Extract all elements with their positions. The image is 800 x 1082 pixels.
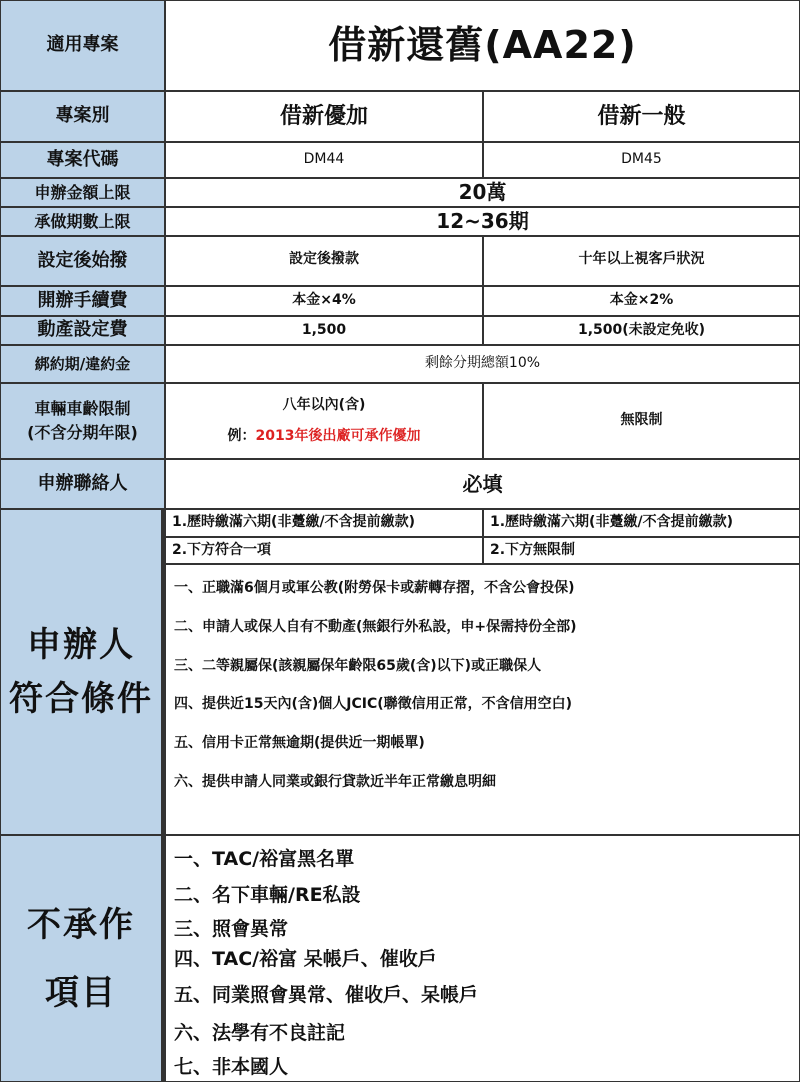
list-item: 四、TAC/裕富 呆帳戶、催收戶 <box>174 948 437 970</box>
list-item: 四、提供近15天內(含)個人JCIC(聯徵信用正常，不含信用空白) <box>174 696 573 712</box>
list-item: 六、法學有不良註記 <box>174 1022 346 1044</box>
list-item: 三、二等親屬保(該親屬保年齡限65歲(含)以下)或正職保人 <box>174 658 542 674</box>
label-vehicle-age-line2: (不含分期年限) <box>27 423 138 442</box>
fee-general: 本金×2% <box>483 286 800 316</box>
code-plus: DM44 <box>165 142 483 178</box>
max-amount-value: 20萬 <box>165 178 800 207</box>
condition-general-row2: 2.下方無限制 <box>483 537 800 564</box>
condition-plus-row1: 1.歷時繳滿六期(非躉繳/不含提前繳款) <box>165 509 483 537</box>
label-max-amount: 申辦金額上限 <box>0 178 165 207</box>
vehicle-age-plus-note: 例：2013年後出廠可承作優加 <box>227 427 421 444</box>
disbursement-general: 十年以上視客戶狀況 <box>483 236 800 286</box>
label-vehicle-age <box>0 383 165 459</box>
lockin-value: 剩餘分期總額10% <box>165 345 800 383</box>
list-item: 二、申請人或保人自有不動產(無銀行外私設，申+保需持份全部) <box>174 619 577 635</box>
vehicle-age-general: 無限制 <box>483 383 800 459</box>
list-item: 三、照會異常 <box>174 918 289 940</box>
disbursement-plus: 設定後撥款 <box>165 236 483 286</box>
label-applicant-conditions <box>0 509 165 835</box>
list-item: 一、正職滿6個月或軍公教(附勞保卡或薪轉存摺，不含公會投保) <box>174 580 575 596</box>
condition-items-list <box>165 564 800 835</box>
page-title: 借新還舊(AA22) <box>165 0 800 91</box>
label-exclusions-line2: 項目 <box>45 972 117 1013</box>
contact-value: 必填 <box>165 459 800 509</box>
label-max-period: 承做期數上限 <box>0 207 165 236</box>
vehicle-age-plus-note-red: 2013年後出廠可承作優加 <box>255 427 421 444</box>
label-fee: 開辦手續費 <box>0 286 165 316</box>
label-applicant-line1: 申辦人 <box>27 624 135 665</box>
label-setting-fee: 動產設定費 <box>0 316 165 345</box>
list-item: 五、信用卡正常無逾期(提供近一期帳單) <box>174 735 425 751</box>
label-exclusions <box>0 835 165 1082</box>
label-code: 專案代碼 <box>0 142 165 178</box>
label-contact: 申辦聯絡人 <box>0 459 165 509</box>
column-header-general: 借新一般 <box>483 91 800 142</box>
setting-fee-plus: 1,500 <box>165 316 483 345</box>
condition-plus-row2: 2.下方符合一項 <box>165 537 483 564</box>
label-category: 專案別 <box>0 91 165 142</box>
exclusion-items-list <box>165 835 800 1082</box>
condition-general-row1: 1.歷時繳滿六期(非躉繳/不含提前繳款) <box>483 509 800 537</box>
label-project: 適用專案 <box>0 0 165 91</box>
label-disbursement: 設定後始撥 <box>0 236 165 286</box>
code-general: DM45 <box>483 142 800 178</box>
label-applicant-line2: 符合條件 <box>9 679 153 719</box>
column-header-plus: 借新優加 <box>165 91 483 142</box>
list-item: 七、非本國人 <box>174 1056 289 1078</box>
fee-plus: 本金×4% <box>165 286 483 316</box>
label-exclusions-line1: 不承作 <box>27 904 135 945</box>
vehicle-age-plus <box>165 383 483 459</box>
list-item: 一、TAC/裕富黑名單 <box>174 848 355 870</box>
list-item: 二、名下車輛/RE私設 <box>174 884 361 906</box>
list-item: 六、提供申請人同業或銀行貸款近半年正常繳息明細 <box>174 774 496 790</box>
setting-fee-general: 1,500(未設定免收) <box>483 316 800 345</box>
list-item: 五、同業照會異常、催收戶、呆帳戶 <box>174 984 479 1006</box>
label-vehicle-age-line1: 車輛車齡限制 <box>34 399 131 418</box>
label-lockin: 綁約期/違約金 <box>0 345 165 383</box>
max-period-value: 12~36期 <box>165 207 800 236</box>
vehicle-age-plus-main: 八年以內(含) <box>282 396 366 413</box>
